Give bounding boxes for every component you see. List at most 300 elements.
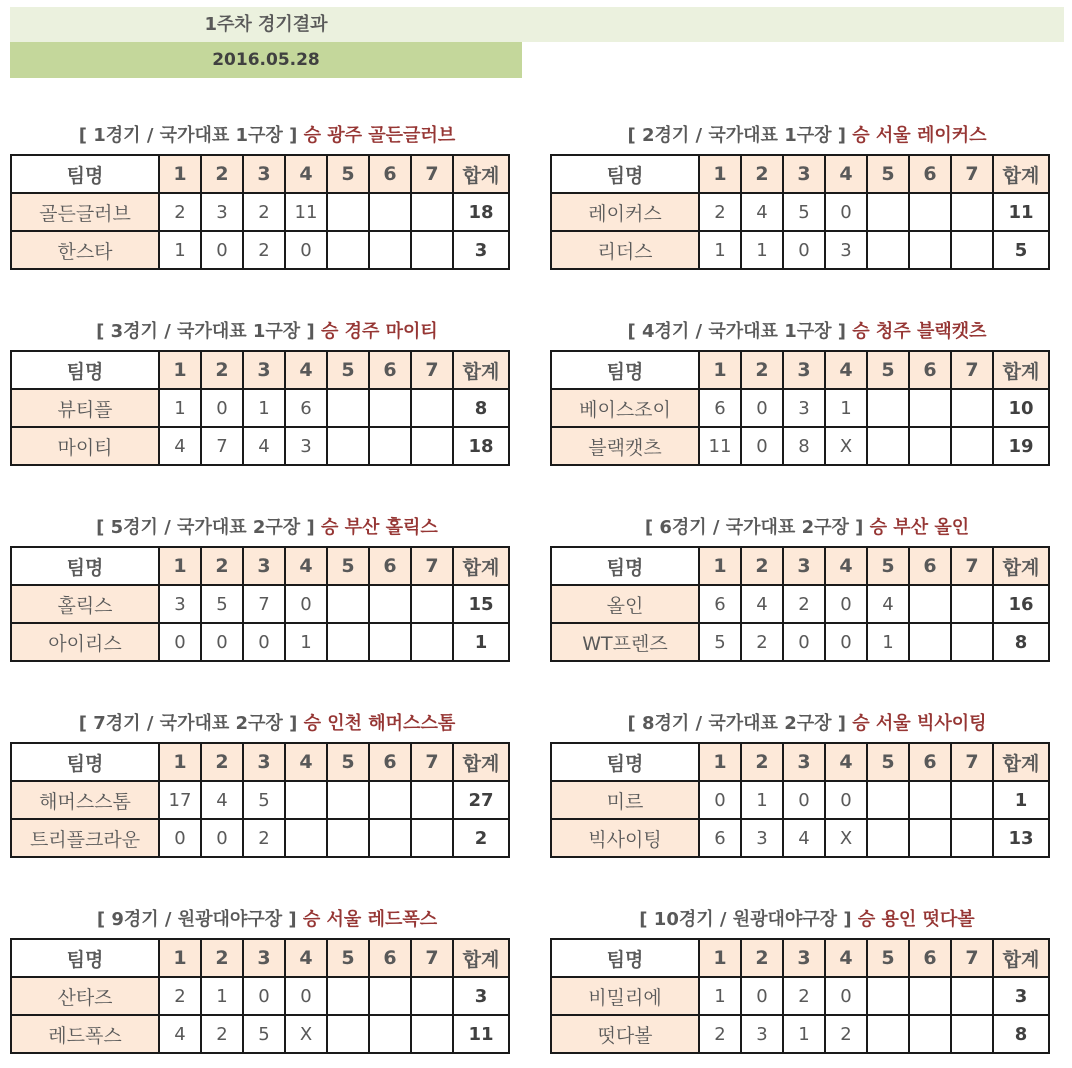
- header-inning-5: 5: [867, 743, 909, 781]
- total-score: 2: [453, 819, 509, 857]
- inning-score: [411, 231, 453, 269]
- team-name: WT프렌즈: [551, 623, 699, 661]
- inning-score: 5: [243, 1015, 285, 1053]
- header-inning-4: 4: [825, 939, 867, 977]
- header-total: 합계: [453, 155, 509, 193]
- header-team: 팀명: [11, 547, 159, 585]
- inning-score: 0: [159, 819, 201, 857]
- header-inning-4: 4: [825, 743, 867, 781]
- score-table-header: [551, 939, 1049, 977]
- header-inning-6: 6: [909, 939, 951, 977]
- game-3: [10, 314, 524, 472]
- team-name: 홀릭스: [11, 585, 159, 623]
- header-inning-2: 2: [741, 939, 783, 977]
- inning-score: [867, 427, 909, 465]
- team-name: 레이커스: [551, 193, 699, 231]
- header-total: 합계: [453, 547, 509, 585]
- game-1: [10, 118, 524, 276]
- inning-score: 3: [825, 231, 867, 269]
- inning-score: 11: [699, 427, 741, 465]
- game-winner: 승 용인 떳다볼: [857, 909, 975, 930]
- inning-score: [909, 389, 951, 427]
- game-winner: 승 경주 마이티: [320, 321, 438, 342]
- header-total: 합계: [453, 939, 509, 977]
- inning-score: 0: [783, 231, 825, 269]
- inning-score: [909, 585, 951, 623]
- table-row: [551, 1015, 1049, 1053]
- header-inning-2: 2: [201, 351, 243, 389]
- inning-score: 1: [201, 977, 243, 1015]
- header-inning-6: 6: [909, 743, 951, 781]
- header-inning-1: 1: [699, 155, 741, 193]
- inning-score: [327, 1015, 369, 1053]
- total-score: 11: [993, 193, 1049, 231]
- total-score: 8: [993, 623, 1049, 661]
- inning-score: 0: [285, 231, 327, 269]
- inning-score: [369, 193, 411, 231]
- inning-score: [951, 819, 993, 857]
- inning-score: 3: [201, 193, 243, 231]
- score-table-header: [11, 351, 509, 389]
- inning-score: 2: [783, 977, 825, 1015]
- header-inning-1: 1: [699, 939, 741, 977]
- inning-score: 0: [741, 389, 783, 427]
- header-total: 합계: [453, 351, 509, 389]
- inning-score: 0: [825, 585, 867, 623]
- team-name: 올인: [551, 585, 699, 623]
- inning-score: [285, 781, 327, 819]
- inning-score: [951, 231, 993, 269]
- inning-score: 2: [243, 193, 285, 231]
- score-table: [550, 350, 1050, 466]
- inning-score: [909, 819, 951, 857]
- inning-score: 2: [741, 623, 783, 661]
- game-venue: [ 2경기 / 국가대표 1구장 ]: [627, 125, 846, 146]
- team-name: 골든글러브: [11, 193, 159, 231]
- score-table: [10, 742, 510, 858]
- inning-score: 2: [825, 1015, 867, 1053]
- inning-score: 5: [699, 623, 741, 661]
- table-row: [11, 977, 509, 1015]
- game-8: [550, 706, 1064, 864]
- inning-score: 0: [741, 977, 783, 1015]
- game-header: [550, 902, 1064, 938]
- game-venue: [ 3경기 / 국가대표 1구장 ]: [96, 321, 315, 342]
- header-inning-3: 3: [243, 939, 285, 977]
- game-header: [550, 118, 1064, 154]
- game-venue: [ 6경기 / 국가대표 2구장 ]: [644, 517, 864, 538]
- table-row: [551, 193, 1049, 231]
- inning-score: [951, 389, 993, 427]
- total-score: 15: [453, 585, 509, 623]
- header-inning-6: 6: [909, 351, 951, 389]
- header-team: 팀명: [11, 743, 159, 781]
- inning-score: 2: [699, 1015, 741, 1053]
- inning-score: 2: [201, 1015, 243, 1053]
- inning-score: [369, 389, 411, 427]
- header-inning-6: 6: [369, 547, 411, 585]
- inning-score: 4: [201, 781, 243, 819]
- inning-score: [909, 977, 951, 1015]
- total-score: 11: [453, 1015, 509, 1053]
- header-inning-6: 6: [369, 351, 411, 389]
- inning-score: [867, 193, 909, 231]
- inning-score: X: [825, 819, 867, 857]
- game-winner: 승 부산 홀릭스: [320, 517, 438, 538]
- inning-score: [369, 585, 411, 623]
- header-inning-7: 7: [411, 939, 453, 977]
- header-inning-1: 1: [159, 547, 201, 585]
- inning-score: 0: [699, 781, 741, 819]
- header-inning-6: 6: [369, 743, 411, 781]
- header-inning-3: 3: [243, 743, 285, 781]
- game-7: [10, 706, 524, 864]
- game-winner: 승 서울 레드폭스: [302, 909, 438, 930]
- inning-score: [909, 1015, 951, 1053]
- header-inning-1: 1: [699, 351, 741, 389]
- inning-score: [951, 623, 993, 661]
- header-inning-4: 4: [285, 939, 327, 977]
- header-inning-7: 7: [411, 351, 453, 389]
- game-venue: [ 9경기 / 원광대야구장 ]: [96, 909, 297, 930]
- team-name: 마이티: [11, 427, 159, 465]
- total-score: 16: [993, 585, 1049, 623]
- header-inning-7: 7: [411, 547, 453, 585]
- game-header: [550, 510, 1064, 546]
- game-header: [10, 118, 524, 154]
- total-score: 3: [993, 977, 1049, 1015]
- header-team: 팀명: [11, 155, 159, 193]
- inning-score: [369, 977, 411, 1015]
- game-winner: 승 서울 레이커스: [852, 125, 987, 146]
- team-name: 떳다볼: [551, 1015, 699, 1053]
- header-inning-1: 1: [159, 155, 201, 193]
- team-name: 한스타: [11, 231, 159, 269]
- game-winner: 승 서울 빅사이팅: [852, 713, 987, 734]
- score-table-header: [551, 155, 1049, 193]
- inning-score: 4: [159, 1015, 201, 1053]
- inning-score: 1: [741, 231, 783, 269]
- inning-score: 11: [285, 193, 327, 231]
- header-inning-3: 3: [243, 547, 285, 585]
- header-team: 팀명: [551, 351, 699, 389]
- game-venue: [ 5경기 / 국가대표 2구장 ]: [96, 517, 315, 538]
- inning-score: [867, 781, 909, 819]
- game-header: [10, 706, 524, 742]
- header-inning-3: 3: [783, 939, 825, 977]
- game-10: [550, 902, 1064, 1060]
- inning-score: 2: [783, 585, 825, 623]
- inning-score: 0: [201, 623, 243, 661]
- header-inning-4: 4: [825, 351, 867, 389]
- header-team: 팀명: [551, 743, 699, 781]
- score-table: [550, 938, 1050, 1054]
- inning-score: [327, 427, 369, 465]
- inning-score: [327, 231, 369, 269]
- header-inning-6: 6: [369, 155, 411, 193]
- header-total: 합계: [993, 155, 1049, 193]
- header-inning-2: 2: [741, 547, 783, 585]
- header-total: 합계: [993, 547, 1049, 585]
- header-inning-4: 4: [285, 743, 327, 781]
- total-score: 1: [993, 781, 1049, 819]
- inning-score: 6: [699, 819, 741, 857]
- inning-score: 2: [699, 193, 741, 231]
- inning-score: 5: [243, 781, 285, 819]
- score-table-header: [11, 547, 509, 585]
- game-venue: [ 8경기 / 국가대표 2구장 ]: [627, 713, 846, 734]
- header-inning-7: 7: [951, 939, 993, 977]
- header-inning-6: 6: [909, 547, 951, 585]
- header-inning-3: 3: [783, 743, 825, 781]
- score-table-header: [551, 743, 1049, 781]
- score-table: [10, 350, 510, 466]
- team-name: 비밀리에: [551, 977, 699, 1015]
- header-inning-7: 7: [411, 155, 453, 193]
- inning-score: 5: [783, 193, 825, 231]
- inning-score: 3: [285, 427, 327, 465]
- inning-score: [369, 231, 411, 269]
- inning-score: [951, 585, 993, 623]
- header-total: 합계: [453, 743, 509, 781]
- inning-score: 0: [783, 781, 825, 819]
- inning-score: 3: [741, 819, 783, 857]
- header-total: 합계: [993, 743, 1049, 781]
- inning-score: [411, 781, 453, 819]
- inning-score: 8: [783, 427, 825, 465]
- inning-score: 1: [825, 389, 867, 427]
- inning-score: [369, 623, 411, 661]
- team-name: 빅사이팅: [551, 819, 699, 857]
- table-row: [551, 389, 1049, 427]
- header-team: 팀명: [11, 939, 159, 977]
- total-score: 18: [453, 193, 509, 231]
- header-inning-1: 1: [159, 351, 201, 389]
- header-inning-7: 7: [951, 743, 993, 781]
- score-table-header: [11, 939, 509, 977]
- team-name: 리더스: [551, 231, 699, 269]
- header-inning-7: 7: [951, 155, 993, 193]
- header-team: 팀명: [11, 351, 159, 389]
- total-score: 10: [993, 389, 1049, 427]
- score-table-header: [11, 155, 509, 193]
- inning-score: 1: [741, 781, 783, 819]
- table-row: [11, 585, 509, 623]
- inning-score: [327, 977, 369, 1015]
- score-table: [10, 938, 510, 1054]
- header-inning-4: 4: [285, 547, 327, 585]
- inning-score: 0: [243, 623, 285, 661]
- inning-score: [909, 193, 951, 231]
- inning-score: [411, 389, 453, 427]
- inning-score: 0: [201, 389, 243, 427]
- inning-score: 0: [783, 623, 825, 661]
- team-name: 해머스스톰: [11, 781, 159, 819]
- header-inning-7: 7: [411, 743, 453, 781]
- inning-score: 5: [201, 585, 243, 623]
- game-header: [550, 706, 1064, 742]
- header-inning-5: 5: [327, 351, 369, 389]
- inning-score: [951, 1015, 993, 1053]
- inning-score: 3: [783, 389, 825, 427]
- total-score: 13: [993, 819, 1049, 857]
- inning-score: 1: [285, 623, 327, 661]
- inning-score: [867, 977, 909, 1015]
- game-header: [10, 510, 524, 546]
- team-name: 산타즈: [11, 977, 159, 1015]
- inning-score: 4: [783, 819, 825, 857]
- header-inning-5: 5: [327, 155, 369, 193]
- total-score: 3: [453, 231, 509, 269]
- inning-score: [909, 623, 951, 661]
- inning-score: [951, 977, 993, 1015]
- score-table-header: [551, 547, 1049, 585]
- inning-score: 6: [699, 389, 741, 427]
- inning-score: [411, 1015, 453, 1053]
- header-inning-5: 5: [867, 547, 909, 585]
- inning-score: [327, 585, 369, 623]
- game-4: [550, 314, 1064, 472]
- table-row: [11, 389, 509, 427]
- header-inning-4: 4: [285, 351, 327, 389]
- game-venue: [ 7경기 / 국가대표 2구장 ]: [78, 713, 298, 734]
- inning-score: [411, 193, 453, 231]
- total-score: 3: [453, 977, 509, 1015]
- inning-score: 1: [699, 231, 741, 269]
- inning-score: [369, 1015, 411, 1053]
- inning-score: [369, 819, 411, 857]
- total-score: 18: [453, 427, 509, 465]
- game-venue: [ 1경기 / 국가대표 1구장 ]: [78, 125, 298, 146]
- game-winner: 승 인천 해머스스톰: [303, 713, 456, 734]
- header-inning-4: 4: [825, 155, 867, 193]
- team-name: 블랙캣츠: [551, 427, 699, 465]
- table-row: [551, 977, 1049, 1015]
- inning-score: [867, 1015, 909, 1053]
- header-inning-3: 3: [783, 351, 825, 389]
- inning-score: 0: [159, 623, 201, 661]
- header-inning-7: 7: [951, 547, 993, 585]
- inning-score: X: [285, 1015, 327, 1053]
- header-team: 팀명: [551, 939, 699, 977]
- table-row: [551, 427, 1049, 465]
- team-name: 아이리스: [11, 623, 159, 661]
- table-row: [551, 585, 1049, 623]
- inning-score: 0: [825, 781, 867, 819]
- inning-score: [411, 427, 453, 465]
- game-venue: [ 10경기 / 원광대야구장 ]: [639, 909, 852, 930]
- inning-score: [327, 819, 369, 857]
- header-inning-1: 1: [159, 939, 201, 977]
- header-inning-5: 5: [327, 939, 369, 977]
- inning-score: 0: [825, 193, 867, 231]
- inning-score: 7: [201, 427, 243, 465]
- table-row: [11, 193, 509, 231]
- inning-score: 0: [243, 977, 285, 1015]
- team-name: 베이스조이: [551, 389, 699, 427]
- header-inning-2: 2: [201, 939, 243, 977]
- total-score: 8: [993, 1015, 1049, 1053]
- score-table-header: [551, 351, 1049, 389]
- header-inning-4: 4: [825, 547, 867, 585]
- total-score: 8: [453, 389, 509, 427]
- inning-score: 4: [243, 427, 285, 465]
- game-6: [550, 510, 1064, 668]
- inning-score: [369, 427, 411, 465]
- inning-score: [909, 427, 951, 465]
- inning-score: X: [825, 427, 867, 465]
- header-inning-1: 1: [699, 547, 741, 585]
- game-header: [550, 314, 1064, 350]
- inning-score: 0: [201, 231, 243, 269]
- game-header: [10, 314, 524, 350]
- inning-score: 0: [741, 427, 783, 465]
- header-inning-5: 5: [327, 547, 369, 585]
- total-score: 19: [993, 427, 1049, 465]
- inning-score: 4: [867, 585, 909, 623]
- inning-score: 4: [159, 427, 201, 465]
- table-row: [551, 623, 1049, 661]
- inning-score: 4: [741, 585, 783, 623]
- game-winner: 승 부산 올인: [869, 517, 970, 538]
- header-inning-5: 5: [327, 743, 369, 781]
- table-row: [551, 781, 1049, 819]
- inning-score: [411, 623, 453, 661]
- inning-score: 17: [159, 781, 201, 819]
- game-5: [10, 510, 524, 668]
- table-row: [11, 819, 509, 857]
- header-inning-2: 2: [741, 155, 783, 193]
- game-9: [10, 902, 524, 1060]
- score-table: [550, 546, 1050, 662]
- inning-score: [867, 389, 909, 427]
- inning-score: 1: [867, 623, 909, 661]
- score-table: [550, 154, 1050, 270]
- inning-score: [327, 781, 369, 819]
- table-row: [551, 231, 1049, 269]
- inning-score: [951, 427, 993, 465]
- match-date: 2016.05.28: [10, 42, 522, 78]
- inning-score: 6: [285, 389, 327, 427]
- header-inning-3: 3: [243, 155, 285, 193]
- game-winner: 승 청주 블랙캣츠: [852, 321, 987, 342]
- header-team: 팀명: [551, 155, 699, 193]
- inning-score: [867, 231, 909, 269]
- inning-score: 7: [243, 585, 285, 623]
- inning-score: [909, 231, 951, 269]
- total-score: 1: [453, 623, 509, 661]
- header-inning-2: 2: [741, 743, 783, 781]
- inning-score: 0: [825, 623, 867, 661]
- score-table-header: [11, 743, 509, 781]
- inning-score: [327, 193, 369, 231]
- inning-score: [867, 819, 909, 857]
- inning-score: [951, 193, 993, 231]
- inning-score: 1: [243, 389, 285, 427]
- inning-score: [951, 781, 993, 819]
- total-score: 27: [453, 781, 509, 819]
- inning-score: 1: [159, 389, 201, 427]
- header-inning-5: 5: [867, 939, 909, 977]
- inning-score: 6: [699, 585, 741, 623]
- inning-score: 1: [783, 1015, 825, 1053]
- game-2: [550, 118, 1064, 276]
- header-inning-2: 2: [201, 743, 243, 781]
- header-total: 합계: [993, 351, 1049, 389]
- inning-score: 0: [825, 977, 867, 1015]
- header-inning-2: 2: [741, 351, 783, 389]
- header-inning-2: 2: [201, 547, 243, 585]
